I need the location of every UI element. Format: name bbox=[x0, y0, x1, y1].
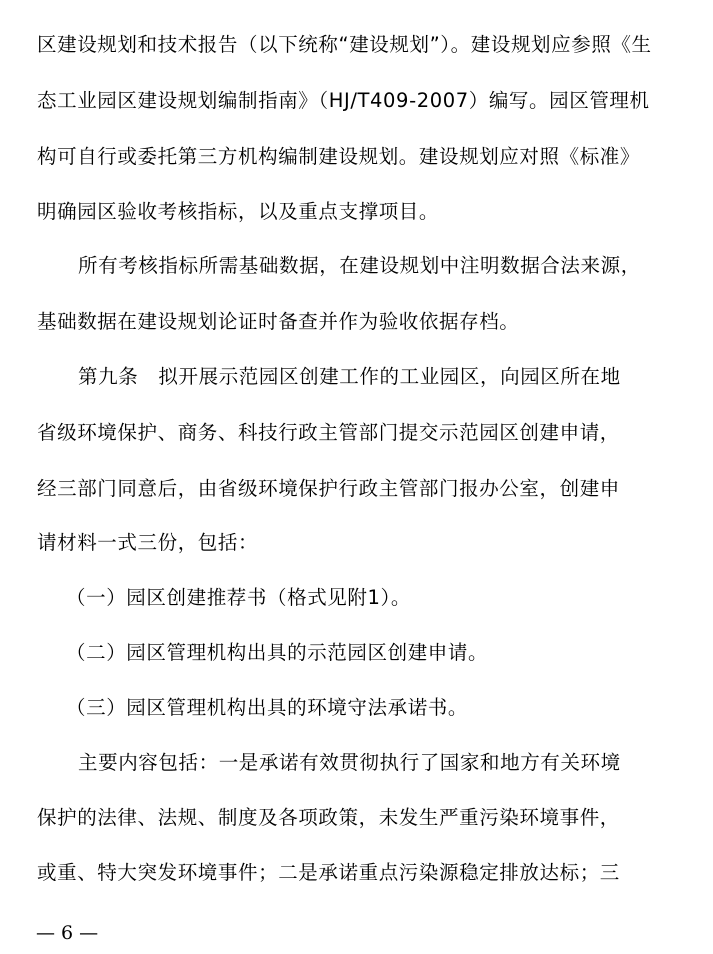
line-text: 明确园区验收考核指标，以及重点支撑项目。 bbox=[37, 200, 440, 223]
text-line bbox=[0, 194, 713, 230]
line-text: 构可自行或委托第三方机构编制建设规划。建设规划应对照《标准》 bbox=[37, 145, 641, 168]
text-line bbox=[0, 359, 713, 395]
line-text: （二）园区管理机构出具的示范园区创建申请。 bbox=[66, 641, 489, 664]
text-line bbox=[0, 855, 713, 891]
text-line bbox=[0, 248, 713, 284]
text-line bbox=[0, 690, 713, 726]
text-line bbox=[0, 800, 713, 836]
text-line bbox=[0, 139, 713, 175]
text-line bbox=[0, 83, 713, 119]
line-text: 保护的法律、法规、制度及各项政策，未发生严重污染环境事件， bbox=[37, 806, 620, 829]
text-line bbox=[0, 745, 713, 781]
line-text: 态工业园区建设规划编制指南》（HJ/T409-2007）编写。园区管理机 bbox=[37, 89, 650, 112]
line-text: 省级环境保护、商务、科技行政主管部门提交示范园区创建申请， bbox=[37, 421, 620, 444]
line-text: 区建设规划和技术报告（以下统称“建设规划”）。建设规划应参照《生 bbox=[37, 33, 652, 56]
line-text: （一）园区创建推荐书（格式见附1）。 bbox=[66, 586, 411, 609]
line-text: 请材料一式三份，包括： bbox=[37, 531, 259, 554]
line-text: 所有考核指标所需基础数据，在建设规划中注明数据合法来源， bbox=[78, 254, 641, 277]
text-line bbox=[0, 635, 713, 671]
line-text: 或重、特大突发环境事件；二是承诺重点污染源稳定排放达标；三 bbox=[37, 861, 620, 884]
text-line bbox=[0, 580, 713, 616]
page-number: — 6 — bbox=[36, 922, 99, 944]
text-line bbox=[0, 415, 713, 451]
line-text: 基础数据在建设规划论证时备查并作为验收依据存档。 bbox=[37, 310, 520, 333]
text-line bbox=[0, 27, 713, 63]
line-text: （三）园区管理机构出具的环境守法承诺书。 bbox=[66, 696, 469, 719]
text-line bbox=[0, 525, 713, 561]
text-line bbox=[0, 471, 713, 507]
line-text: 主要内容包括：一是承诺有效贯彻执行了国家和地方有关环境 bbox=[78, 751, 621, 774]
text-line bbox=[0, 304, 713, 340]
line-text: 经三部门同意后，由省级环境保护行政主管部门报办公室，创建申 bbox=[37, 477, 620, 500]
line-text: 第九条 拟开展示范园区创建工作的工业园区，向园区所在地 bbox=[78, 365, 621, 388]
